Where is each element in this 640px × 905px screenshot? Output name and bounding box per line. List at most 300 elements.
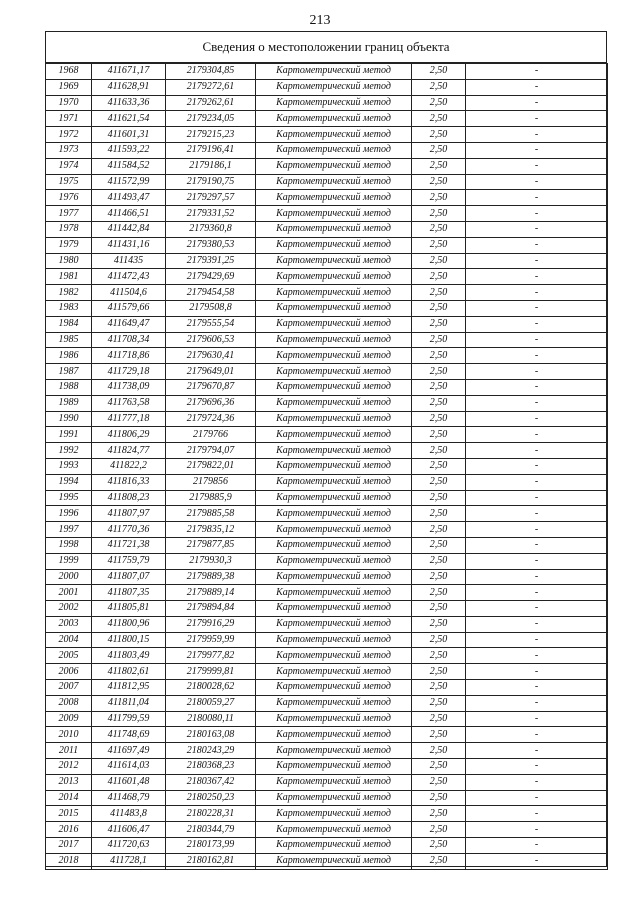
- x-coordinate-cell: 411800,15: [92, 632, 166, 648]
- description-cell: -: [466, 727, 608, 743]
- description-cell: -: [466, 364, 608, 380]
- description-cell: -: [466, 522, 608, 538]
- description-cell: -: [466, 64, 608, 80]
- table-row: [46, 79, 608, 95]
- description-cell: -: [466, 601, 608, 617]
- y-coordinate-cell: 2179429,69: [166, 269, 256, 285]
- description-cell: -: [466, 411, 608, 427]
- x-coordinate-cell: 411633,36: [92, 95, 166, 111]
- accuracy-cell: 2,50: [412, 506, 466, 522]
- accuracy-cell: 2,50: [412, 680, 466, 696]
- description-cell: -: [466, 553, 608, 569]
- method-cell: Картометрический метод: [256, 427, 412, 443]
- description-cell: -: [466, 853, 608, 869]
- method-cell: Картометрический метод: [256, 853, 412, 869]
- table-row: [46, 632, 608, 648]
- description-cell: -: [466, 711, 608, 727]
- description-cell: -: [466, 158, 608, 174]
- method-cell: Картометрический метод: [256, 616, 412, 632]
- x-coordinate-cell: 411807,35: [92, 585, 166, 601]
- method-cell: Картометрический метод: [256, 158, 412, 174]
- x-coordinate-cell: 411807,97: [92, 506, 166, 522]
- table-row: [46, 727, 608, 743]
- accuracy-cell: 2,50: [412, 648, 466, 664]
- description-cell: -: [466, 537, 608, 553]
- point-number-cell: 2015: [46, 806, 92, 822]
- x-coordinate-cell: 411468,79: [92, 790, 166, 806]
- accuracy-cell: 2,50: [412, 411, 466, 427]
- table-row: [46, 364, 608, 380]
- point-number-cell: 1997: [46, 522, 92, 538]
- table-row: [46, 206, 608, 222]
- method-cell: Картометрический метод: [256, 759, 412, 775]
- point-number-cell: 1985: [46, 332, 92, 348]
- accuracy-cell: 2,50: [412, 253, 466, 269]
- method-cell: Картометрический метод: [256, 411, 412, 427]
- x-coordinate-cell: 411708,34: [92, 332, 166, 348]
- y-coordinate-cell: 2179822,01: [166, 458, 256, 474]
- accuracy-cell: 2,50: [412, 569, 466, 585]
- method-cell: Картометрический метод: [256, 443, 412, 459]
- description-cell: -: [466, 348, 608, 364]
- method-cell: Картометрический метод: [256, 111, 412, 127]
- description-cell: -: [466, 695, 608, 711]
- point-number-cell: 1970: [46, 95, 92, 111]
- point-number-cell: 2004: [46, 632, 92, 648]
- table-row: [46, 537, 608, 553]
- description-cell: -: [466, 822, 608, 838]
- method-cell: Картометрический метод: [256, 522, 412, 538]
- table-row: [46, 443, 608, 459]
- point-number-cell: 1983: [46, 300, 92, 316]
- y-coordinate-cell: 2179297,57: [166, 190, 256, 206]
- x-coordinate-cell: 411770,36: [92, 522, 166, 538]
- point-number-cell: 1968: [46, 64, 92, 80]
- description-cell: -: [466, 269, 608, 285]
- table-body: [46, 64, 608, 870]
- x-coordinate-cell: 411442,84: [92, 221, 166, 237]
- method-cell: Картометрический метод: [256, 221, 412, 237]
- point-number-cell: 1973: [46, 142, 92, 158]
- y-coordinate-cell: 2179262,61: [166, 95, 256, 111]
- accuracy-cell: 2,50: [412, 332, 466, 348]
- description-cell: -: [466, 142, 608, 158]
- x-coordinate-cell: 411720,63: [92, 838, 166, 854]
- coordinates-table: [45, 63, 608, 870]
- x-coordinate-cell: 411493,47: [92, 190, 166, 206]
- accuracy-cell: 2,50: [412, 759, 466, 775]
- point-number-cell: 2014: [46, 790, 92, 806]
- x-coordinate-cell: 411748,69: [92, 727, 166, 743]
- method-cell: Картометрический метод: [256, 806, 412, 822]
- y-coordinate-cell: 2179380,53: [166, 237, 256, 253]
- x-coordinate-cell: 411579,66: [92, 300, 166, 316]
- y-coordinate-cell: 2179272,61: [166, 79, 256, 95]
- table-row: [46, 664, 608, 680]
- accuracy-cell: 2,50: [412, 221, 466, 237]
- table-row: [46, 111, 608, 127]
- method-cell: Картометрический метод: [256, 569, 412, 585]
- accuracy-cell: 2,50: [412, 95, 466, 111]
- y-coordinate-cell: 2180163,08: [166, 727, 256, 743]
- point-number-cell: 1986: [46, 348, 92, 364]
- description-cell: -: [466, 632, 608, 648]
- y-coordinate-cell: 2179670,87: [166, 379, 256, 395]
- description-cell: -: [466, 774, 608, 790]
- accuracy-cell: 2,50: [412, 190, 466, 206]
- table-row: [46, 790, 608, 806]
- accuracy-cell: 2,50: [412, 537, 466, 553]
- table-row: [46, 522, 608, 538]
- x-coordinate-cell: 411621,54: [92, 111, 166, 127]
- x-coordinate-cell: 411816,33: [92, 474, 166, 490]
- x-coordinate-cell: 411601,48: [92, 774, 166, 790]
- description-cell: -: [466, 506, 608, 522]
- x-coordinate-cell: 411728,1: [92, 853, 166, 869]
- point-number-cell: 2003: [46, 616, 92, 632]
- accuracy-cell: 2,50: [412, 632, 466, 648]
- accuracy-cell: 2,50: [412, 774, 466, 790]
- table-row: [46, 553, 608, 569]
- table-row: [46, 648, 608, 664]
- accuracy-cell: 2,50: [412, 727, 466, 743]
- y-coordinate-cell: 2179889,38: [166, 569, 256, 585]
- table-row: [46, 853, 608, 869]
- method-cell: Картометрический метод: [256, 300, 412, 316]
- method-cell: Картометрический метод: [256, 285, 412, 301]
- x-coordinate-cell: 411812,95: [92, 680, 166, 696]
- y-coordinate-cell: 2179889,14: [166, 585, 256, 601]
- boundary-table-frame: [45, 31, 607, 867]
- x-coordinate-cell: 411601,31: [92, 127, 166, 143]
- y-coordinate-cell: 2179454,58: [166, 285, 256, 301]
- y-coordinate-cell: 2179304,85: [166, 64, 256, 80]
- y-coordinate-cell: 2180344,79: [166, 822, 256, 838]
- table-row: [46, 616, 608, 632]
- y-coordinate-cell: 2180368,23: [166, 759, 256, 775]
- description-cell: -: [466, 806, 608, 822]
- description-cell: -: [466, 790, 608, 806]
- y-coordinate-cell: 2179508,8: [166, 300, 256, 316]
- point-number-cell: 2007: [46, 680, 92, 696]
- x-coordinate-cell: 411800,96: [92, 616, 166, 632]
- x-coordinate-cell: 411811,04: [92, 695, 166, 711]
- accuracy-cell: 2,50: [412, 443, 466, 459]
- method-cell: Картометрический метод: [256, 711, 412, 727]
- method-cell: Картометрический метод: [256, 127, 412, 143]
- y-coordinate-cell: 2179215,23: [166, 127, 256, 143]
- accuracy-cell: 2,50: [412, 379, 466, 395]
- table-row: [46, 237, 608, 253]
- y-coordinate-cell: 2179190,75: [166, 174, 256, 190]
- accuracy-cell: 2,50: [412, 790, 466, 806]
- table-row: [46, 711, 608, 727]
- accuracy-cell: 2,50: [412, 64, 466, 80]
- method-cell: Картометрический метод: [256, 790, 412, 806]
- y-coordinate-cell: 2179856: [166, 474, 256, 490]
- table-row: [46, 822, 608, 838]
- point-number-cell: 1979: [46, 237, 92, 253]
- description-cell: -: [466, 379, 608, 395]
- y-coordinate-cell: 2179794,07: [166, 443, 256, 459]
- x-coordinate-cell: 411803,49: [92, 648, 166, 664]
- method-cell: Картометрический метод: [256, 506, 412, 522]
- y-coordinate-cell: 2179360,8: [166, 221, 256, 237]
- x-coordinate-cell: 411763,58: [92, 395, 166, 411]
- x-coordinate-cell: 411738,09: [92, 379, 166, 395]
- accuracy-cell: 2,50: [412, 206, 466, 222]
- x-coordinate-cell: 411759,79: [92, 553, 166, 569]
- method-cell: Картометрический метод: [256, 743, 412, 759]
- point-number-cell: 2005: [46, 648, 92, 664]
- accuracy-cell: 2,50: [412, 822, 466, 838]
- point-number-cell: 2016: [46, 822, 92, 838]
- method-cell: Картометрический метод: [256, 379, 412, 395]
- description-cell: -: [466, 648, 608, 664]
- table-row: [46, 474, 608, 490]
- accuracy-cell: 2,50: [412, 664, 466, 680]
- method-cell: Картометрический метод: [256, 316, 412, 332]
- x-coordinate-cell: 411606,47: [92, 822, 166, 838]
- method-cell: Картометрический метод: [256, 822, 412, 838]
- point-number-cell: 1995: [46, 490, 92, 506]
- y-coordinate-cell: 2180367,42: [166, 774, 256, 790]
- table-row: [46, 806, 608, 822]
- point-number-cell: 1969: [46, 79, 92, 95]
- y-coordinate-cell: 2179696,36: [166, 395, 256, 411]
- x-coordinate-cell: 411777,18: [92, 411, 166, 427]
- accuracy-cell: 2,50: [412, 364, 466, 380]
- description-cell: -: [466, 206, 608, 222]
- y-coordinate-cell: 2179196,41: [166, 142, 256, 158]
- method-cell: Картометрический метод: [256, 174, 412, 190]
- description-cell: -: [466, 79, 608, 95]
- method-cell: Картометрический метод: [256, 79, 412, 95]
- x-coordinate-cell: 411808,23: [92, 490, 166, 506]
- method-cell: Картометрический метод: [256, 458, 412, 474]
- table-row: [46, 743, 608, 759]
- accuracy-cell: 2,50: [412, 111, 466, 127]
- table-row: [46, 458, 608, 474]
- table-row: [46, 395, 608, 411]
- method-cell: Картометрический метод: [256, 680, 412, 696]
- accuracy-cell: 2,50: [412, 806, 466, 822]
- description-cell: -: [466, 569, 608, 585]
- method-cell: Картометрический метод: [256, 269, 412, 285]
- accuracy-cell: 2,50: [412, 458, 466, 474]
- method-cell: Картометрический метод: [256, 648, 412, 664]
- table-row: [46, 427, 608, 443]
- point-number-cell: 2017: [46, 838, 92, 854]
- method-cell: Картометрический метод: [256, 664, 412, 680]
- x-coordinate-cell: 411805,81: [92, 601, 166, 617]
- y-coordinate-cell: 2179877,85: [166, 537, 256, 553]
- method-cell: Картометрический метод: [256, 474, 412, 490]
- y-coordinate-cell: 2179766: [166, 427, 256, 443]
- description-cell: -: [466, 127, 608, 143]
- description-cell: -: [466, 743, 608, 759]
- description-cell: -: [466, 585, 608, 601]
- accuracy-cell: 2,50: [412, 158, 466, 174]
- accuracy-cell: 2,50: [412, 285, 466, 301]
- method-cell: Картометрический метод: [256, 348, 412, 364]
- accuracy-cell: 2,50: [412, 395, 466, 411]
- x-coordinate-cell: 411572,99: [92, 174, 166, 190]
- x-coordinate-cell: 411822,2: [92, 458, 166, 474]
- method-cell: Картометрический метод: [256, 206, 412, 222]
- y-coordinate-cell: 2179234,05: [166, 111, 256, 127]
- point-number-cell: 1976: [46, 190, 92, 206]
- method-cell: Картометрический метод: [256, 395, 412, 411]
- table-row: [46, 127, 608, 143]
- y-coordinate-cell: 2179999,81: [166, 664, 256, 680]
- table-row: [46, 158, 608, 174]
- x-coordinate-cell: 411807,07: [92, 569, 166, 585]
- description-cell: -: [466, 237, 608, 253]
- x-coordinate-cell: 411649,47: [92, 316, 166, 332]
- accuracy-cell: 2,50: [412, 474, 466, 490]
- method-cell: Картометрический метод: [256, 838, 412, 854]
- x-coordinate-cell: 411593,22: [92, 142, 166, 158]
- accuracy-cell: 2,50: [412, 300, 466, 316]
- point-number-cell: 1990: [46, 411, 92, 427]
- point-number-cell: 1998: [46, 537, 92, 553]
- x-coordinate-cell: 411697,49: [92, 743, 166, 759]
- method-cell: Картометрический метод: [256, 364, 412, 380]
- x-coordinate-cell: 411824,77: [92, 443, 166, 459]
- description-cell: -: [466, 474, 608, 490]
- point-number-cell: 1974: [46, 158, 92, 174]
- y-coordinate-cell: 2180059,27: [166, 695, 256, 711]
- accuracy-cell: 2,50: [412, 838, 466, 854]
- table-row: [46, 316, 608, 332]
- description-cell: -: [466, 458, 608, 474]
- y-coordinate-cell: 2179930,3: [166, 553, 256, 569]
- x-coordinate-cell: 411483,8: [92, 806, 166, 822]
- table-row: [46, 774, 608, 790]
- y-coordinate-cell: 2180228,31: [166, 806, 256, 822]
- y-coordinate-cell: 2179835,12: [166, 522, 256, 538]
- method-cell: Картометрический метод: [256, 632, 412, 648]
- y-coordinate-cell: 2179606,53: [166, 332, 256, 348]
- table-row: [46, 221, 608, 237]
- x-coordinate-cell: 411799,59: [92, 711, 166, 727]
- accuracy-cell: 2,50: [412, 743, 466, 759]
- y-coordinate-cell: 2180162,81: [166, 853, 256, 869]
- x-coordinate-cell: 411721,38: [92, 537, 166, 553]
- point-number-cell: 1989: [46, 395, 92, 411]
- point-number-cell: 2018: [46, 853, 92, 869]
- accuracy-cell: 2,50: [412, 490, 466, 506]
- table-row: [46, 190, 608, 206]
- table-row: [46, 680, 608, 696]
- description-cell: -: [466, 759, 608, 775]
- y-coordinate-cell: 2179885,58: [166, 506, 256, 522]
- point-number-cell: 1993: [46, 458, 92, 474]
- accuracy-cell: 2,50: [412, 237, 466, 253]
- table-row: [46, 379, 608, 395]
- method-cell: Картометрический метод: [256, 537, 412, 553]
- point-number-cell: 2006: [46, 664, 92, 680]
- accuracy-cell: 2,50: [412, 616, 466, 632]
- point-number-cell: 2011: [46, 743, 92, 759]
- point-number-cell: 1988: [46, 379, 92, 395]
- table-row: [46, 585, 608, 601]
- point-number-cell: 1999: [46, 553, 92, 569]
- y-coordinate-cell: 2180173,99: [166, 838, 256, 854]
- method-cell: Картометрический метод: [256, 490, 412, 506]
- description-cell: -: [466, 490, 608, 506]
- point-number-cell: 2012: [46, 759, 92, 775]
- x-coordinate-cell: 411504,6: [92, 285, 166, 301]
- point-number-cell: 1981: [46, 269, 92, 285]
- table-row: [46, 174, 608, 190]
- description-cell: -: [466, 332, 608, 348]
- description-cell: -: [466, 174, 608, 190]
- method-cell: Картометрический метод: [256, 142, 412, 158]
- description-cell: -: [466, 316, 608, 332]
- point-number-cell: 2002: [46, 601, 92, 617]
- y-coordinate-cell: 2179885,9: [166, 490, 256, 506]
- point-number-cell: 2010: [46, 727, 92, 743]
- x-coordinate-cell: 411431,16: [92, 237, 166, 253]
- x-coordinate-cell: 411584,52: [92, 158, 166, 174]
- point-number-cell: 2008: [46, 695, 92, 711]
- point-number-cell: 1971: [46, 111, 92, 127]
- method-cell: Картометрический метод: [256, 190, 412, 206]
- table-row: [46, 285, 608, 301]
- y-coordinate-cell: 2179391,25: [166, 253, 256, 269]
- table-row: [46, 411, 608, 427]
- point-number-cell: 1996: [46, 506, 92, 522]
- point-number-cell: 2013: [46, 774, 92, 790]
- x-coordinate-cell: 411614,03: [92, 759, 166, 775]
- method-cell: Картометрический метод: [256, 727, 412, 743]
- table-header-title: Сведения о местоположении границ объекта: [46, 32, 606, 63]
- method-cell: Картометрический метод: [256, 253, 412, 269]
- table-row: [46, 142, 608, 158]
- y-coordinate-cell: 2179649,01: [166, 364, 256, 380]
- method-cell: Картометрический метод: [256, 95, 412, 111]
- point-number-cell: 1982: [46, 285, 92, 301]
- y-coordinate-cell: 2179724,36: [166, 411, 256, 427]
- accuracy-cell: 2,50: [412, 585, 466, 601]
- point-number-cell: 1991: [46, 427, 92, 443]
- description-cell: -: [466, 616, 608, 632]
- description-cell: -: [466, 443, 608, 459]
- point-number-cell: 2000: [46, 569, 92, 585]
- table-row: [46, 64, 608, 80]
- point-number-cell: 1980: [46, 253, 92, 269]
- x-coordinate-cell: 411729,18: [92, 364, 166, 380]
- accuracy-cell: 2,50: [412, 553, 466, 569]
- point-number-cell: 1992: [46, 443, 92, 459]
- table-row: [46, 490, 608, 506]
- y-coordinate-cell: 2179977,82: [166, 648, 256, 664]
- table-row: [46, 253, 608, 269]
- method-cell: Картометрический метод: [256, 237, 412, 253]
- x-coordinate-cell: 411806,29: [92, 427, 166, 443]
- description-cell: -: [466, 253, 608, 269]
- x-coordinate-cell: 411802,61: [92, 664, 166, 680]
- y-coordinate-cell: 2179959,99: [166, 632, 256, 648]
- table-row: [46, 695, 608, 711]
- method-cell: Картометрический метод: [256, 332, 412, 348]
- table-row: [46, 300, 608, 316]
- point-number-cell: 1978: [46, 221, 92, 237]
- table-row: [46, 348, 608, 364]
- description-cell: -: [466, 111, 608, 127]
